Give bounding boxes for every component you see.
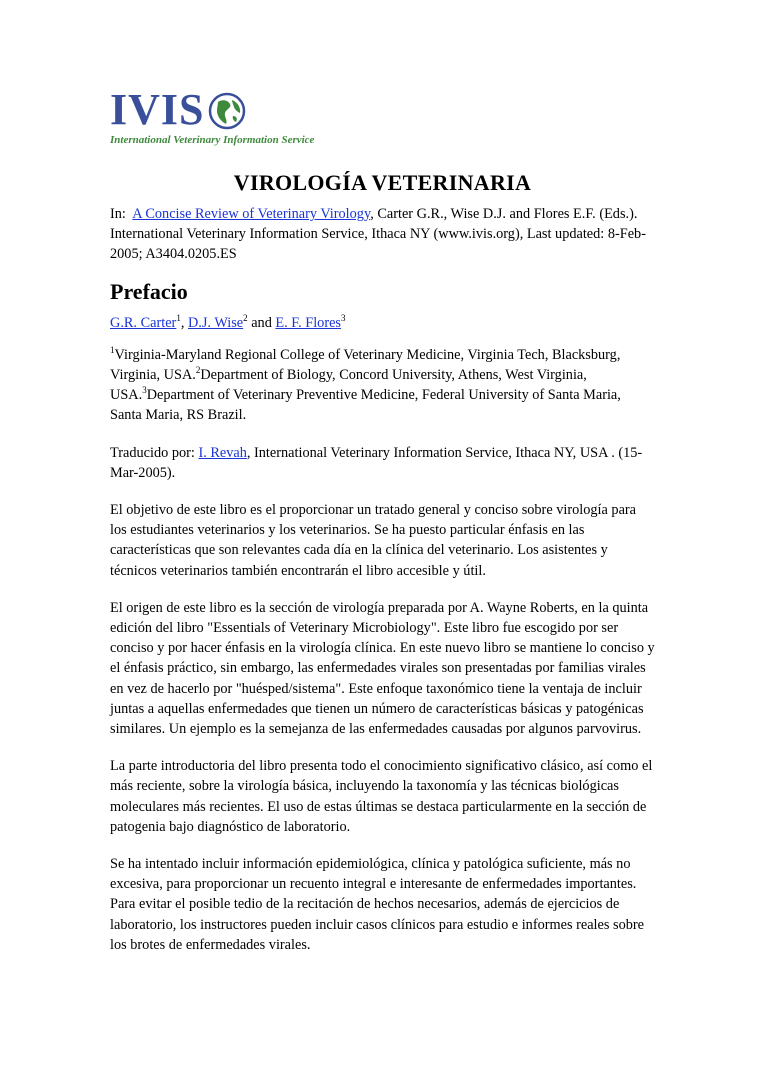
translation-rest: , International Veterinary Information Service, Ithaca NY, USA . (15-Mar-2005). [110,444,643,481]
translation-credit [110,443,655,483]
author-link-carter[interactable]: G.R. Carter [110,314,177,331]
ivis-logo [110,85,655,148]
body-paragraph-2: El origen de este libro es la sección de virología preparada por A. Wayne Roberts, en la quinta edición del libro "Essentials of Veterinary Microbiology". Este libro fue escogido por ser conciso y por hacer énfasis en la virología clínica. En este nuevo libro se mantiene lo conciso y el énfasis práctico, sin embargo, las enfermedades virales son presentadas por familias virales en vez de hacerlo por "huésped/sistema". Este enfoque taxonómico tiene la ventaja de incluir juntas a aquellas enfermedades que tienen un número de características básicas y patogénicas similares. Un ejemplo es la semejanza de las enfermedades causadas por algunos parvovirus. [110,599,655,738]
body-paragraph-4: Se ha intentado incluir información epidemiológica, clínica y patológica suficiente, más no excesiva, para proporcionar un recuento integral e interesante de enfermedades importantes. Para evitar el posible tedio de la recitación de hechos necesarios, además de ejercicios de laboratorio, los instructores pueden incluir casos clínicos para estudio e informes reales sobre los brotes de enfermedades virales. [110,856,644,953]
book-link[interactable]: A Concise Review of Veterinary Virology [132,206,371,222]
section-heading: Prefacio [110,278,188,304]
document-page [110,85,655,955]
citation-rest: , Carter G.R., Wise D.J. and Flores E.F. (Eds.). International Veterinary Information Service, Ithaca NY (www.ivis.org), Last updated: 8-Feb-2005; A3404.0205.ES [110,206,646,263]
author-sup-3: 3 [341,312,346,323]
author-line [110,313,655,333]
body-paragraph-1: El objetivo de este libro es el proporcionar un tratado general y conciso sobre virología para los estudiantes veterinarios y los veterinarios. Se ha puesto particular énfasis en las características que son relevantes cada día en la clínica del veterinario. Los asistentes y técnicos veterinarios también encontrarán el libro accesible y útil. [110,502,637,579]
author-separator-1: , [180,314,188,331]
citation [110,204,655,265]
author-separator-2: and [247,314,276,331]
author-link-wise[interactable]: D.J. Wise [187,314,244,331]
author-sup-1: 1 [176,312,181,323]
logo-subtitle: International Veterinary Information Service [110,134,315,146]
translator-link[interactable]: I. Revah [198,444,247,461]
affiliation-3: Department of Veterinary Preventive Medicine, Federal University of Santa Maria, Santa Maria, RS Brazil. [110,387,621,424]
author-sup-2: 2 [243,312,248,323]
translation-prefix: Traducido por: [110,444,199,461]
globe-icon [208,92,246,130]
citation-prefix: In: [110,206,126,222]
logo-wordmark: IVIS [110,85,205,134]
body-paragraph-3: La parte introductoria del libro presenta todo el conocimiento significativo clásico, así como el más reciente, sobre la virología básica, incluyendo la taxonomía y las técnicas biológicas moleculares más recientes. El uso de estas últimas se destaca particularmente en la sección de patogenia bajo diagnóstico de laboratorio. [110,758,653,835]
author-link-flores[interactable]: E. F. Flores [275,314,342,331]
affiliation-number-3: 3 [142,385,147,396]
logo-block [110,85,315,146]
affiliation-2: Department of Biology, Concord University, Athens, West Virginia, USA. [110,367,587,404]
affiliations [110,345,655,426]
affiliation-1: Virginia-Maryland Regional College of Veterinary Medicine, Virginia Tech, Blacksburg, Virginia, USA. [110,346,621,384]
affiliation-number-2: 2 [195,365,201,376]
document-title: VIROLOGÍA VETERINARIA [233,170,532,195]
affiliation-number-1: 1 [110,345,115,356]
